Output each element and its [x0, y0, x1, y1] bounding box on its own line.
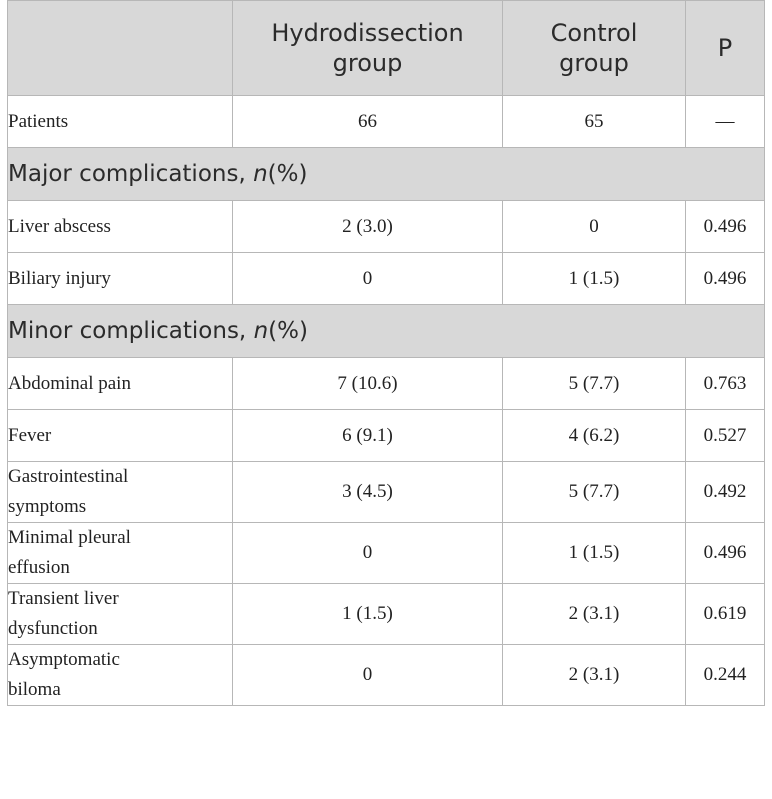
section-title-prefix: Minor complications, [8, 318, 254, 344]
control-value: 1 (1.5) [503, 523, 686, 584]
row-label-line1: Asymptomatic [8, 649, 120, 670]
table-row-gastrointestinal-symptoms [8, 462, 765, 523]
header-hydro-line1: Hydrodissection [271, 19, 464, 47]
table-row-biliary-injury [8, 253, 765, 305]
row-label-line2: symptoms [8, 496, 87, 517]
header-p-value: P [686, 1, 765, 96]
p-value: 0.763 [686, 358, 765, 410]
row-label [8, 584, 233, 645]
row-label [8, 523, 233, 584]
row-label: Liver abscess [8, 201, 233, 253]
hydro-value: 0 [233, 253, 503, 305]
hydro-value: 66 [233, 96, 503, 148]
p-value: 0.244 [686, 645, 765, 706]
header-hydrodissection-group [233, 1, 503, 96]
table-row-minimal-pleural-effusion [8, 523, 765, 584]
hydro-value: 0 [233, 645, 503, 706]
hydro-value: 3 (4.5) [233, 462, 503, 523]
hydro-value: 0 [233, 523, 503, 584]
control-value: 2 (3.1) [503, 645, 686, 706]
row-label-line2: biloma [8, 679, 61, 700]
section-row-major-complications [8, 148, 765, 201]
table-row-transient-liver-dysfunction [8, 584, 765, 645]
control-value: 0 [503, 201, 686, 253]
control-value: 5 (7.7) [503, 358, 686, 410]
section-title-italic: n [253, 161, 268, 187]
table-row-patients [8, 96, 765, 148]
hydro-value: 6 (9.1) [233, 410, 503, 462]
hydro-value: 2 (3.0) [233, 201, 503, 253]
control-value: 65 [503, 96, 686, 148]
p-value: 0.527 [686, 410, 765, 462]
table-row-liver-abscess [8, 201, 765, 253]
row-label-line1: Transient liver [8, 588, 119, 609]
p-value: 0.496 [686, 253, 765, 305]
section-title [8, 148, 765, 201]
header-control-group [503, 1, 686, 96]
section-title [8, 305, 765, 358]
complications-table [7, 0, 765, 706]
control-value: 2 (3.1) [503, 584, 686, 645]
row-label: Biliary injury [8, 253, 233, 305]
table-row-abdominal-pain [8, 358, 765, 410]
p-value: 0.492 [686, 462, 765, 523]
row-label [8, 462, 233, 523]
row-label [8, 645, 233, 706]
p-value: 0.619 [686, 584, 765, 645]
header-control-line2: group [559, 49, 629, 77]
row-label-line1: Gastrointestinal [8, 466, 129, 487]
table-row-fever [8, 410, 765, 462]
row-label-line2: effusion [8, 557, 70, 578]
row-label-line1: Minimal pleural [8, 527, 131, 548]
p-value: — [686, 96, 765, 148]
row-label-line2: dysfunction [8, 618, 98, 639]
row-label: Abdominal pain [8, 358, 233, 410]
section-title-suffix: (%) [267, 161, 308, 187]
section-title-prefix: Major complications, [8, 161, 254, 187]
table-row-asymptomatic-biloma [8, 645, 765, 706]
control-value: 4 (6.2) [503, 410, 686, 462]
hydro-value: 1 (1.5) [233, 584, 503, 645]
header-control-line1: Control [550, 19, 638, 47]
p-value: 0.496 [686, 201, 765, 253]
row-label: Patients [8, 96, 233, 148]
section-title-suffix: (%) [268, 318, 308, 344]
header-empty-cell [8, 1, 233, 96]
section-title-italic: n [253, 318, 269, 344]
section-row-minor-complications [8, 305, 765, 358]
control-value: 5 (7.7) [503, 462, 686, 523]
row-label: Fever [8, 410, 233, 462]
hydro-value: 7 (10.6) [233, 358, 503, 410]
control-value: 1 (1.5) [503, 253, 686, 305]
header-hydro-line2: group [332, 49, 403, 77]
p-value: 0.496 [686, 523, 765, 584]
header-row [8, 1, 765, 96]
